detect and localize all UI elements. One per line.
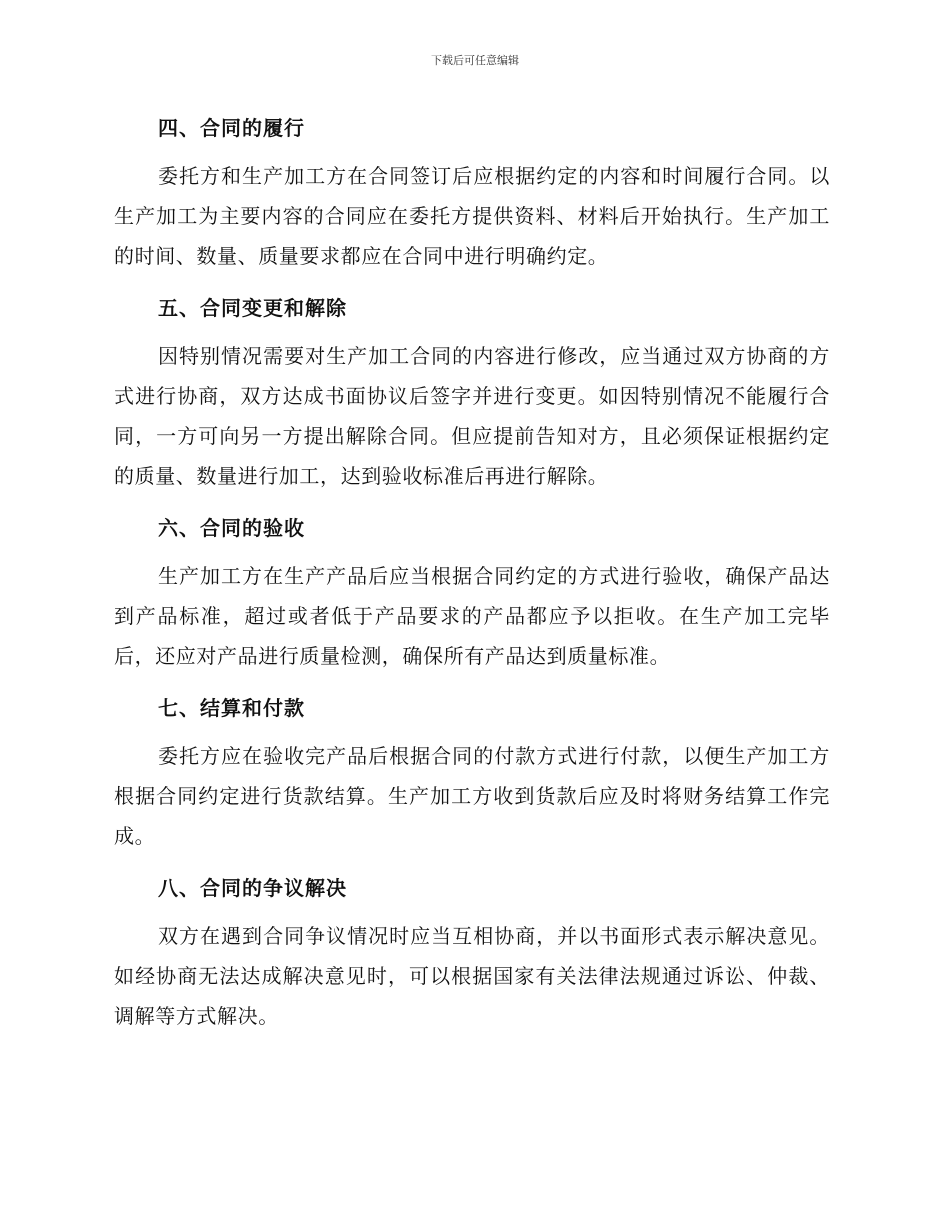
section-body: 委托方和生产加工方在合同签订后应根据约定的内容和时间履行合同。以生产加工为主要内容的合同应在委托方提供资料、材料后开始执行。生产加工的时间、数量、质量要求都应在合同中进行明确约定。 (114, 164, 830, 268)
section-heading: 四、合同的履行 (158, 116, 305, 140)
section-heading: 八、合同的争议解决 (158, 876, 347, 900)
section-body: 双方在遇到合同争议情况时应当互相协商，并以书面形式表示解决意见。如经协商无法达成解决意见时，可以根据国家有关法律法规通过诉讼、仲裁、调解等方式解决。 (114, 924, 830, 1028)
page-header-note: 下载后可任意编辑 (431, 54, 519, 67)
section-acceptance (114, 510, 830, 676)
section-dispute-resolution (114, 870, 830, 1036)
section-heading: 五、合同变更和解除 (158, 296, 347, 320)
section-body: 生产加工方在生产产品后应当根据合同约定的方式进行验收，确保产品达到产品标准，超过或者低于产品要求的产品都应予以拒收。在生产加工完毕后，还应对产品进行质量检测，确保所有产品达到质量标准。 (114, 564, 830, 668)
section-change-termination (114, 290, 830, 496)
section-heading: 七、结算和付款 (158, 696, 305, 720)
document-content (114, 110, 830, 1050)
section-settlement-payment (114, 690, 830, 856)
section-heading: 六、合同的验收 (158, 516, 305, 540)
section-performance (114, 110, 830, 276)
section-body: 因特别情况需要对生产加工合同的内容进行修改，应当通过双方协商的方式进行协商，双方达成书面协议后签字并进行变更。如因特别情况不能履行合同，一方可向另一方提出解除合同。但应提前告知对方，且必须保证根据约定的质量、数量进行加工，达到验收标准后再进行解除。 (114, 344, 830, 488)
section-body: 委托方应在验收完产品后根据合同的付款方式进行付款，以便生产加工方根据合同约定进行货款结算。生产加工方收到货款后应及时将财务结算工作完成。 (114, 744, 830, 848)
